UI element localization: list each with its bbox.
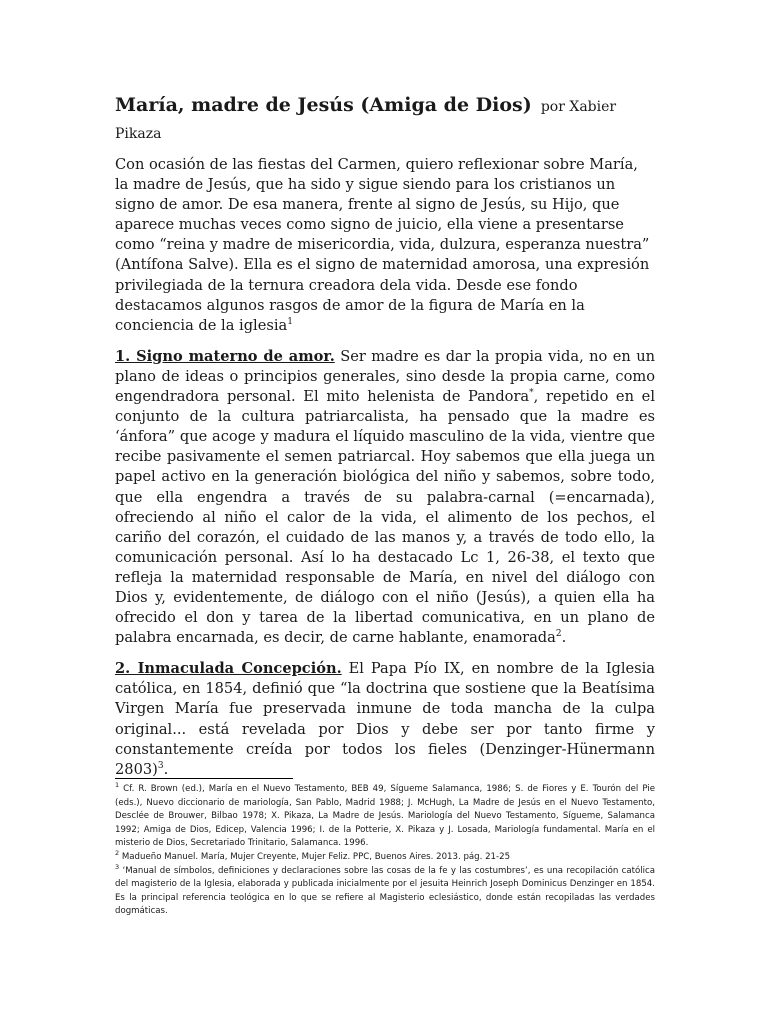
intro-paragraph bbox=[115, 155, 655, 336]
footnote-1-number: 1 bbox=[115, 781, 120, 790]
footnote-ref-1[interactable]: 1 bbox=[287, 316, 293, 327]
section-2-end: . bbox=[163, 760, 169, 778]
document-author: por Xabier Pikaza bbox=[115, 99, 617, 142]
document-title: María, madre de Jesús (Amiga de Dios) bbox=[115, 94, 532, 116]
footnote-3-text: ‘Manual de símbolos, definiciones y declaraciones sobre las cosas de la fe y las costumbres’, es una recopilación católica del magisterio de la Iglesia, elaborada y publicada inicialmente por el jesuita Heinrich Joseph Dominicus Denzinger en 1854. Es la principal referencia teológica en lo que se refiere al Magisterio eclesiástico, donde están recopiladas las verdades dogmáticas. bbox=[115, 865, 655, 917]
footnote-1-text: Cf. R. Brown (ed.), María en el Nuevo Testamento, BEB 49, Sígueme Salamanca, 1986; S. de Fiores y E. Tourón del Pie (eds.), Nuevo diccionario de mariología, San Pablo, Madrid 1988; J. McHugh, La Madre de Jesús en el Nuevo Testamento, Desclée de Brouwer, Bilbao 1978; X. Pikaza, La Madre de Jesús. Mariología del Nuevo Testamento, Sígueme, Salamanca 1992; Amiga de Dios, Edicep, Valencia 1996; I. de la Potterie, X. Pikaza y J. Losada, Mariología fundamental. María en el misterio de Dios, Secretariado Trinitario, Salamanca. 1996. bbox=[115, 784, 655, 849]
footnote-2-text: Madueño Manuel. María, Mujer Creyente, Mujer Feliz. PPC, Buenos Aires. 2013. pág. 21-25 bbox=[119, 851, 511, 862]
footnote-3 bbox=[115, 862, 655, 919]
intro-text: Con ocasión de las fiestas del Carmen, quiero reflexionar sobre María, la madre de Jesús, que ha sido y sigue siendo para los cristianos un signo de amor. De esa manera, frente al signo de Jesús, su Hijo, que aparece muchas veces como signo de juicio, ella viene a presentarse como “reina y madre de misericordia, vida, dulzura, esperanza nuestra” (Antífona Salve). Ella es el signo de maternidad amorosa, una expresión privilegiada de la ternura creadora dela vida. Desde ese fondo destacamos algunos rasgos de amor de la figura de María en la conciencia de la iglesia bbox=[115, 156, 650, 334]
footnote-divider bbox=[115, 778, 293, 779]
footnote-ref-3[interactable]: 3 bbox=[157, 760, 164, 771]
section-2-text: El Papa Pío IX, en nombre de la Iglesia católica, en 1854, definió que “la doctrina que sostiene que la Beatísima Virgen María fue preservada inmune de toda mancha de la culpa original... está revelada por Dios y debe ser por tanto firme y constantemente creída por todos los fieles (Denzinger-Hünermann 2803) bbox=[115, 660, 655, 778]
footnotes bbox=[115, 783, 655, 919]
footnote-2-number: 2 bbox=[115, 849, 120, 858]
section-1-text-a: Ser madre es dar la propia vida, no en un plano de ideas o principios generales, sino desde la propia carne, como engendradora personal. El mito helenista de Pandora bbox=[115, 347, 656, 406]
title-line bbox=[115, 92, 655, 147]
section-1-text-b: , repetido en el conjunto de la cultura patriarcalista, ha pensado que la madre es ‘ánfora” que acoge y madura el líquido masculino de la vida, vientre que recibe pasivamente el semen patriarcal. Hoy sabemos que ella juega un papel activo en la generación biológica del niño y sabemos, sobre todo, que ella engendra a través de su palabra-carnal (=encarnada), ofreciendo al niño el calor de la vida, el alimento de los pechos, el cariño del corazón, el cuidado de las manos y, a través de todo ello, la comunicación personal. Así lo ha destacado Lc 1, 26-38, el texto que refleja la maternidad responsable de María, en nivel del diálogo con Dios y, evidentemente, de diálogo con el niño (Jesús), a quien ella ha ofrecido el don y tarea de la libertad comunicativa, en un plano de palabra encarnada, es decir, de carne hablante, enamorada bbox=[115, 388, 655, 647]
section-2-heading: 2. Inmaculada Concepción. bbox=[115, 660, 342, 678]
section-2-paragraph bbox=[115, 659, 655, 780]
footnote-2 bbox=[115, 851, 655, 865]
footnote-ref-2[interactable]: 2 bbox=[555, 629, 562, 640]
section-1-paragraph bbox=[115, 347, 655, 648]
section-1-asterisk: * bbox=[529, 388, 534, 399]
section-1-end: . bbox=[561, 629, 567, 647]
footnote-3-number: 3 bbox=[115, 862, 120, 871]
footnote-1 bbox=[115, 783, 655, 851]
section-1-heading: 1. Signo materno de amor. bbox=[115, 347, 335, 365]
